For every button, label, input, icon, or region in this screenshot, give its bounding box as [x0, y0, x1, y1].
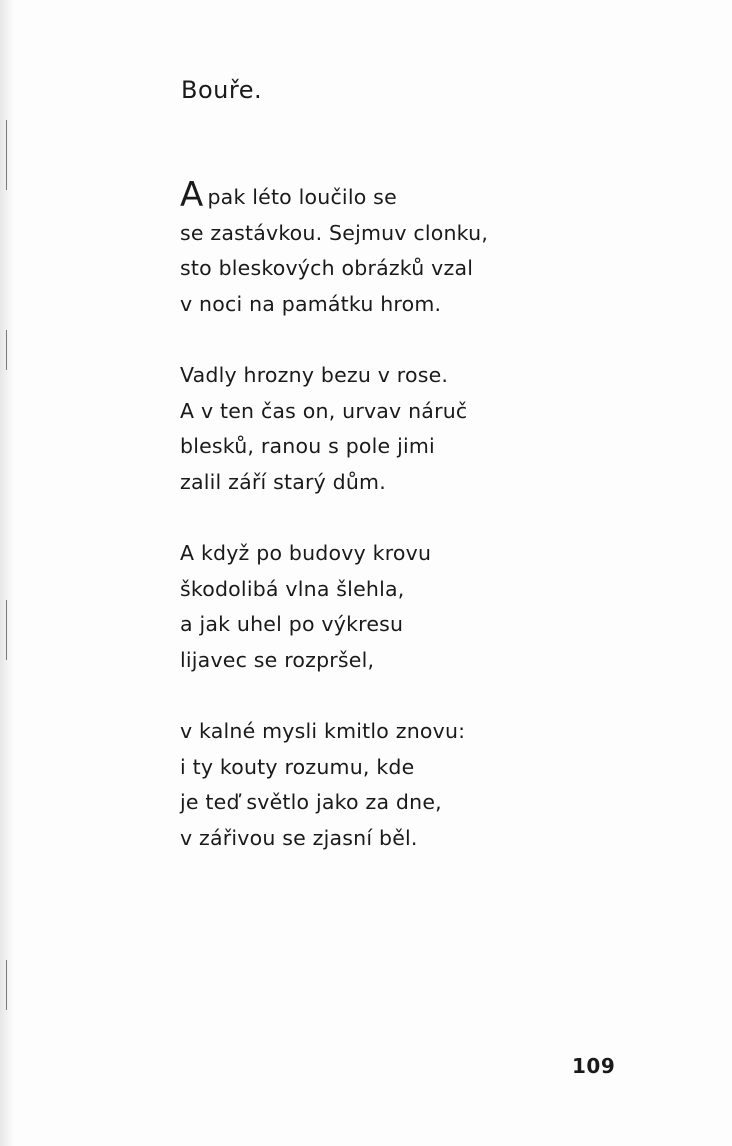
poem-line: sto bleskových obrázků vzal: [180, 256, 474, 280]
gutter-mark: [6, 960, 7, 1010]
stanza: [180, 536, 640, 678]
poem-line: a jak uhel po výkresu: [180, 612, 404, 636]
stanza: [180, 358, 640, 500]
poem-line: v noci na památku hrom.: [180, 291, 442, 316]
poem-line: v zářivou se zjasní běl.: [180, 825, 418, 850]
poem-line: i ty kouty rozumu, kde: [180, 754, 415, 779]
poem-line: lijavec se rozpršel,: [180, 647, 375, 672]
gutter-mark: [6, 120, 7, 190]
page-gutter: [0, 0, 14, 1146]
poem-line: [180, 175, 640, 216]
stanza: [180, 714, 640, 856]
poem-line: Vadly hrozny bezu v rose.: [180, 363, 449, 387]
first-line-text: pak léto loučilo se: [207, 185, 397, 209]
poem-title: Bouře.: [181, 76, 263, 104]
poem-line: se zastávkou. Sejmuv clonku,: [180, 220, 489, 245]
poem-line: blesků, ranou s pole jimi: [180, 434, 435, 458]
gutter-mark: [6, 600, 7, 660]
poem-body: [180, 175, 640, 892]
poem-line: A když po budovy krovu: [180, 541, 432, 565]
poem-line: v kalné mysli kmitlo znovu:: [180, 719, 466, 743]
poem-line: škodolibá vlna šlehla,: [180, 576, 405, 601]
poem-line: A v ten čas on, urvav náruč: [180, 398, 468, 423]
drop-cap: A: [180, 175, 204, 215]
stanza: [180, 175, 640, 322]
gutter-mark: [6, 330, 7, 370]
poem-line: je teď světlo jako za dne,: [180, 790, 442, 814]
page-number: 109: [572, 1054, 616, 1078]
poem-line: zalil září starý dům.: [180, 469, 386, 494]
